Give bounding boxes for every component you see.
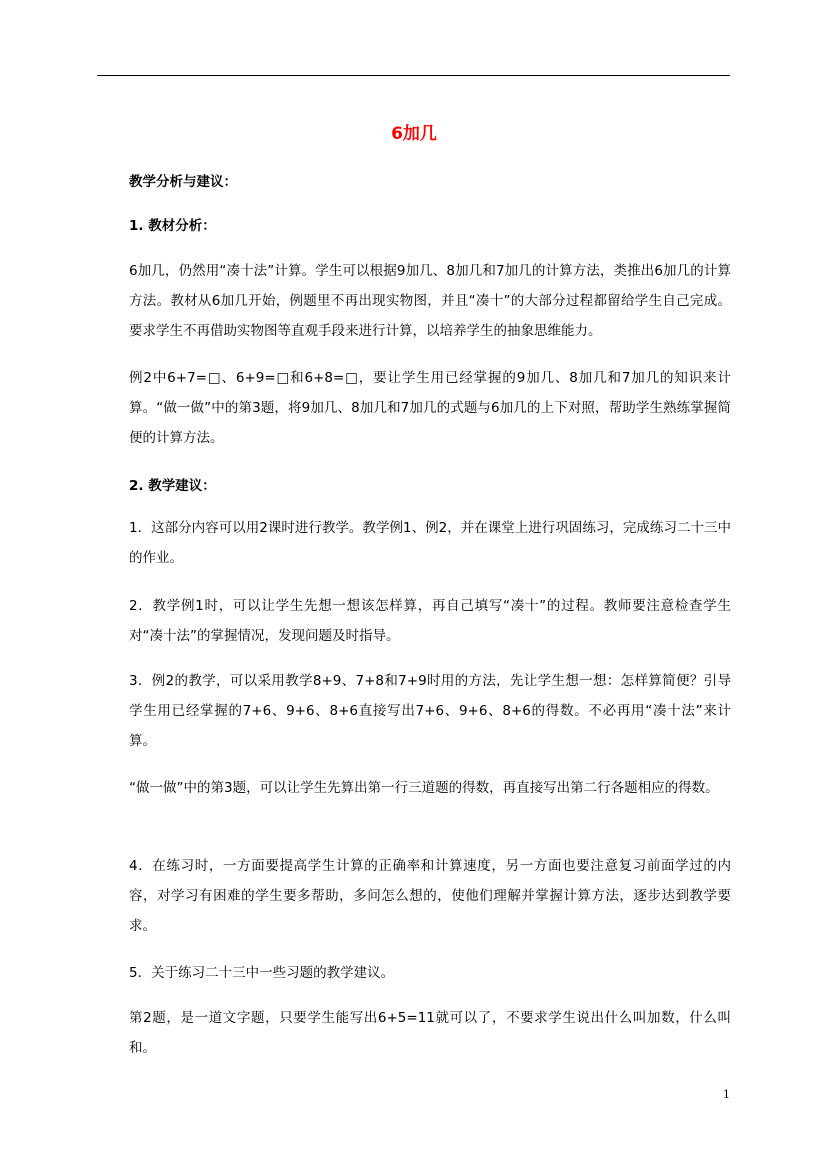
paragraph-advice-3: 3．例2的教学，可以采用教学8+9、7+8和7+9时用的方法，先让学生想一想：怎样算简便？引导学生用已经掌握的7+6、9+6、8+6直接写出7+6、9+6、8+6的得数。不必再用“凑十法”来计算。 [129, 673, 731, 749]
paragraph-advice-4: 4．在练习时，一方面要提高学生计算的正确率和计算速度，另一方面也要注意复习前面学过的内容，对学习有困难的学生要多帮助，多问怎么想的，使他们理解并掌握计算方法，逐步达到教学要求。 [129, 858, 731, 934]
document-title: 6加几 [391, 124, 437, 144]
paragraph-exercise-2: 第2题，是一道文字题，只要学生能写出6+5=11就可以了，不要求学生说出什么叫加数，什么叫和。 [129, 1010, 731, 1056]
section-heading-teaching-advice: 2. 教学建议： [129, 478, 216, 494]
section-heading-analysis: 教学分析与建议： [129, 174, 237, 190]
header-rule [97, 75, 730, 76]
paragraph-advice-2: 2．教学例1时，可以让学生先想一想该怎样算，再自己填写“凑十”的过程。教师要注意检查学生对“凑十法”的掌握情况，发现问题及时指导。 [129, 598, 731, 644]
paragraph-example-2: 例2中6+7=□、6+9=□和6+8=□，要让学生用已经掌握的9加几、8加几和7加几的知识来计算。“做一做”中的第3题，将9加几、8加几和7加几的式题与6加几的上下对照，帮助学生熟练掌握简便的计算方法。 [129, 370, 731, 446]
paragraph-advice-3-followup: “做一做”中的第3题，可以让学生先算出第一行三道题的得数，再直接写出第二行各题相应的得数。 [129, 780, 719, 796]
paragraph-advice-1: 1．这部分内容可以用2课时进行教学。教学例1、例2，并在课堂上进行巩固练习，完成练习二十三中的作业。 [129, 520, 731, 566]
page-number: 1 [723, 1088, 730, 1101]
paragraph-advice-5: 5．关于练习二十三中一些习题的教学建议。 [129, 965, 395, 981]
section-heading-material-analysis: 1. 教材分析： [129, 218, 216, 234]
paragraph-material-analysis: 6加几，仍然用“凑十法”计算。学生可以根据9加几、8加几和7加几的计算方法，类推出6加几的计算方法。教材从6加几开始，例题里不再出现实物图，并且“凑十”的大部分过程都留给学生自己完成。要求学生不再借助实物图等直观手段来进行计算，以培养学生的抽象思维能力。 [129, 263, 731, 339]
